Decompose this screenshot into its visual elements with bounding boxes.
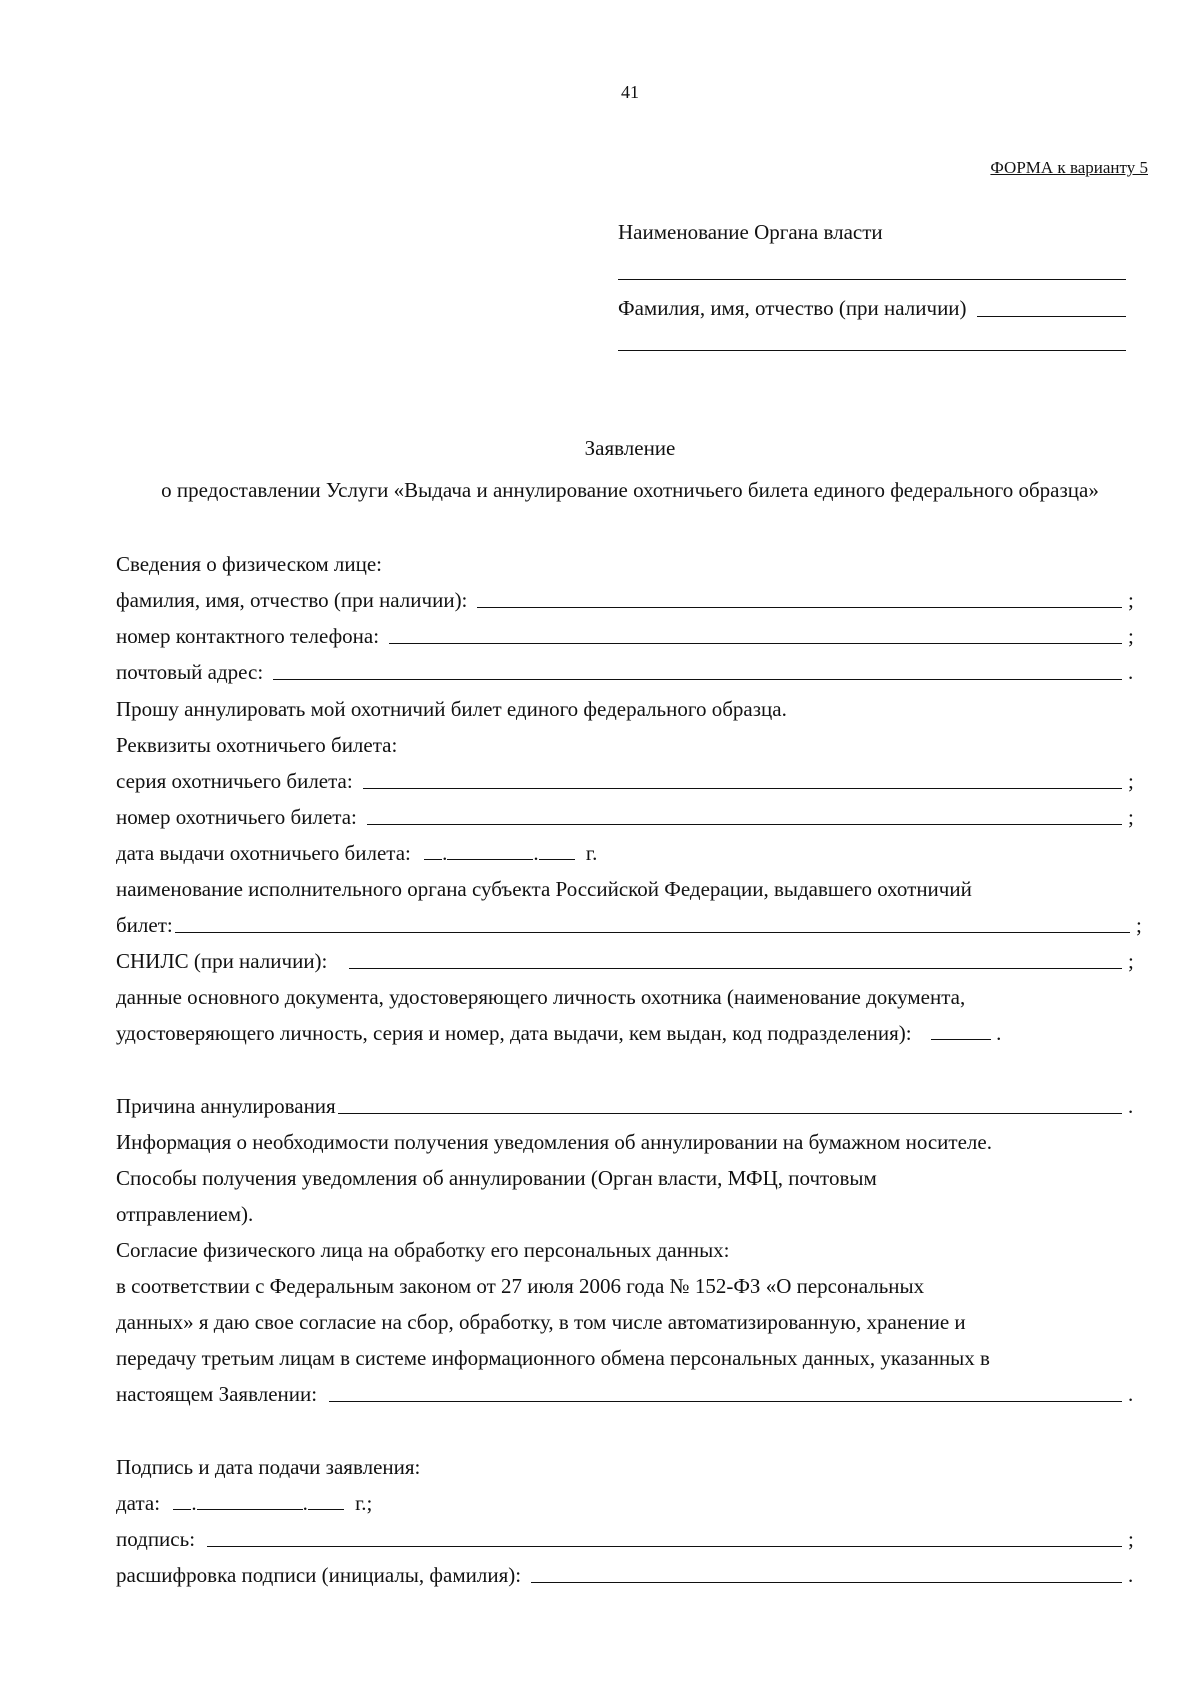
series-label: серия охотничьего билета: <box>116 769 353 793</box>
authority-field[interactable] <box>618 279 1126 280</box>
reason-row: Причина аннулирования . <box>116 1094 1134 1118</box>
sign-input[interactable] <box>207 1546 1122 1547</box>
phone-row: номер контактного телефона: ; <box>116 624 1134 648</box>
phone-input[interactable] <box>389 643 1122 644</box>
snils-label: СНИЛС (при наличии): <box>116 949 328 973</box>
consent-signature-input[interactable] <box>329 1401 1122 1402</box>
fio-field-line-2[interactable] <box>618 350 1126 351</box>
ticket-heading: Реквизиты охотничьего билета: <box>116 733 398 757</box>
phone-label: номер контактного телефона: <box>116 624 380 648</box>
document-title: Заявление <box>584 436 676 460</box>
series-input[interactable] <box>363 788 1122 789</box>
consent-heading: Согласие физического лица на обработку его персональных данных: <box>116 1238 730 1262</box>
sign-decode-input[interactable] <box>531 1582 1122 1583</box>
submission-date-label: дата: <box>116 1491 161 1515</box>
number-row: номер охотничьего билета: ; <box>116 805 1134 829</box>
document-subtitle: о предоставлении Услуги «Выдача и аннулирование охотничьего билета единого федерального образца» <box>161 478 1099 502</box>
consent-line-3: передачу третьим лицам в системе информационного обмена персональных данных, указанных в <box>116 1346 990 1370</box>
fio-label: Фамилия, имя, отчество (при наличии) <box>618 296 967 320</box>
fio-input[interactable] <box>477 607 1122 608</box>
fio-row-label: фамилия, имя, отчество (при наличии): <box>116 588 468 612</box>
id-doc-line-1: данные основного документа, удостоверяющего личность охотника (наименование документа, <box>116 985 966 1009</box>
authority-label: Наименование Органа власти <box>618 220 883 244</box>
issue-year-input[interactable] <box>539 841 575 860</box>
id-doc-input[interactable] <box>931 1021 991 1040</box>
address-row: почтовый адрес: . <box>116 660 1134 684</box>
id-doc-row: удостоверяющего личность, серия и номер, дата выдачи, кем выдан, код подразделения): . <box>116 1021 1002 1045</box>
submission-month-input[interactable] <box>197 1491 303 1510</box>
issuer-label-line-2: билет: <box>116 913 173 937</box>
sign-decode-label: расшифровка подписи (инициалы, фамилия): <box>116 1563 522 1587</box>
number-input[interactable] <box>367 824 1122 825</box>
issue-day-input[interactable] <box>424 841 442 860</box>
fio-row: фамилия, имя, отчество (при наличии): ; <box>116 588 1134 612</box>
page-number: 41 <box>621 82 639 102</box>
consent-row: настоящем Заявлении: . <box>116 1382 1134 1406</box>
sign-decode-row: расшифровка подписи (инициалы, фамилия): . <box>116 1563 1134 1587</box>
issue-date-label: дата выдачи охотничьего билета: <box>116 841 411 865</box>
issuer-label-line-1: наименование исполнительного органа субъекта Российской Федерации, выдавшего охотничий <box>116 877 972 901</box>
submission-day-input[interactable] <box>173 1491 191 1510</box>
issue-date-row: дата выдачи охотничьего билета: . . г. <box>116 841 598 865</box>
snils-row: СНИЛС (при наличии): ; <box>116 949 1134 973</box>
address-input[interactable] <box>273 679 1122 680</box>
snils-input[interactable] <box>349 968 1122 969</box>
sign-label: подпись: <box>116 1527 196 1551</box>
id-doc-line-2: удостоверяющего личность, серия и номер, дата выдачи, кем выдан, код подразделения): <box>116 1021 912 1045</box>
sign-row: подпись: ; <box>116 1527 1134 1551</box>
issue-month-input[interactable] <box>447 841 533 860</box>
consent-line-4: настоящем Заявлении: <box>116 1382 318 1406</box>
signature-heading: Подпись и дата подачи заявления: <box>116 1455 421 1479</box>
submission-year-input[interactable] <box>308 1491 344 1510</box>
fio-field[interactable] <box>977 316 1126 317</box>
number-label: номер охотничьего билета: <box>116 805 357 829</box>
request-text: Прошу аннулировать мой охотничий билет единого федерального образца. <box>116 697 787 721</box>
notice-info: Информация о необходимости получения уведомления об аннулировании на бумажном носителе. <box>116 1130 992 1154</box>
form-reference: ФОРМА к варианту 5 <box>990 158 1148 177</box>
person-heading: Сведения о физическом лице: <box>116 552 382 576</box>
reason-label: Причина аннулирования <box>116 1094 336 1118</box>
issuer-input[interactable] <box>175 932 1130 933</box>
address-label: почтовый адрес: <box>116 660 264 684</box>
submission-date-row: дата: . . г.; <box>116 1491 373 1515</box>
notice-methods-line-2: отправлением). <box>116 1202 254 1226</box>
consent-line-2: данных» я даю свое согласие на сбор, обработку, в том числе автоматизированную, хранение и <box>116 1310 966 1334</box>
reason-input[interactable] <box>338 1113 1122 1114</box>
issuer-row: билет: ; <box>116 913 1142 937</box>
consent-line-1: в соответствии с Федеральным законом от 27 июля 2006 года № 152-ФЗ «О персональных <box>116 1274 925 1298</box>
notice-methods-line-1: Способы получения уведомления об аннулировании (Орган власти, МФЦ, почтовым <box>116 1166 877 1190</box>
series-row: серия охотничьего билета: ; <box>116 769 1134 793</box>
